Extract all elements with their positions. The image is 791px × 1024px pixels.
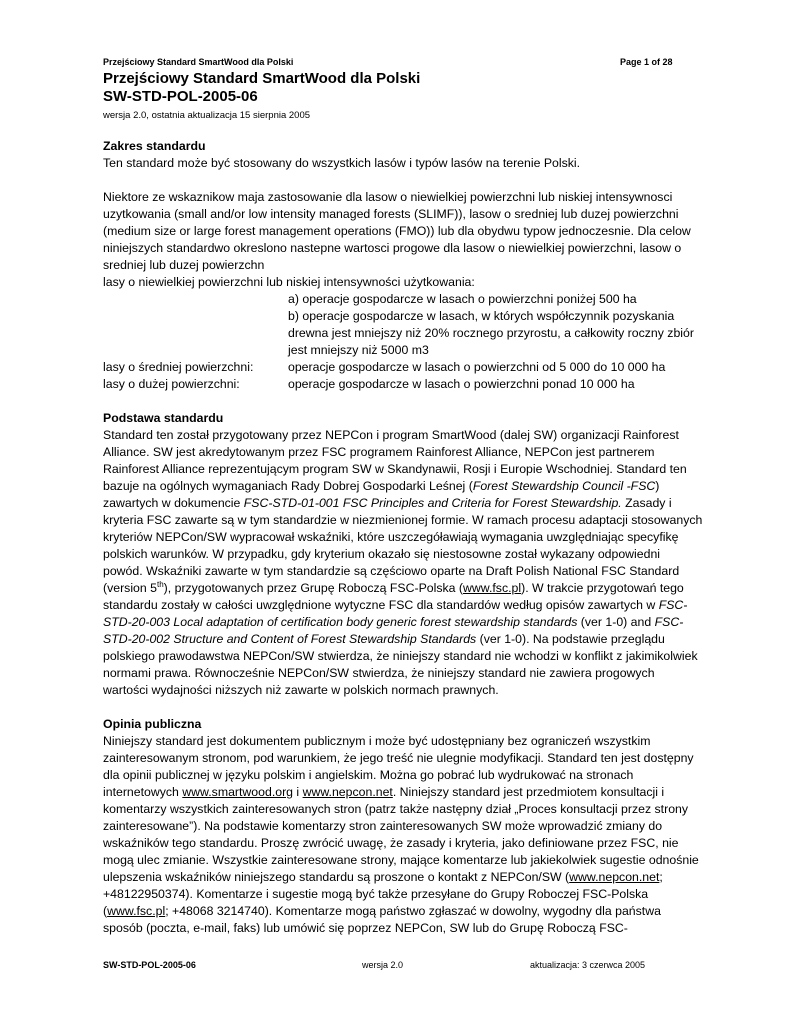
basis-text-7: (ver 1-0). Na podstawie przeglądu polskiego prawodawstwa NEPCon/SW stwierdza, że niniejszy standard nie wchodzi w konflikt z jakimikolwiek normami prawa. Równocześnie NEPCon/SW stwierdza, że niniejszy standard nie zawiera progowych wartości wydajności niższych niż zawarte w polskich normach prawnych. bbox=[103, 632, 698, 697]
basis-text-1: Standard ten został przygotowany przez NEPCon i program SmartWood (dalej SW) organizacji Rainforest Alliance. SW jest akredytowanym przez FSC programem Rainforest Alliance, NEPCon jest partnerem Rainforest Alliance reprezentującym program SW w Skandynawii, Rosji i Europie Wschodniej. Standard ten bazuje na ogólnych wymaganiach Rady Dobrej Gospodarki Leśnej ( bbox=[103, 428, 687, 493]
basis-text-2: ) zawartych w dokumencie bbox=[103, 479, 660, 510]
section-heading-scope: Zakres standardu bbox=[103, 139, 206, 153]
scope-paragraph-1: Ten standard może być stosowany do wszystkich lasów i typów lasów na terenie Polski. bbox=[103, 156, 581, 170]
basis-text-4: ), przygotowanych przez Grupę Roboczą FSC-Polska ( bbox=[163, 581, 464, 595]
document-code: SW-STD-POL-2005-06 bbox=[103, 88, 258, 105]
section-heading-public: Opinia publiczna bbox=[103, 717, 202, 731]
footer-updated: aktualizacja: 3 czerwca 2005 bbox=[530, 960, 646, 970]
threshold-large-label: lasy o dużej powierzchni: bbox=[103, 377, 240, 391]
public-text-5: ; +48068 3214740). Komentarze mogą państwo zgłaszać w dowolny, wygodny dla państwa sposób (poczta, e-mail, faks) lub umówić się poprzez NEPCon, SW lub do Grupę Roboczą FSC- bbox=[103, 904, 661, 935]
public-text-4: ; +48122950374). Komentarze i sugestie mogą być także przesyłane do Grupy Roboczej FSC-Polska ( bbox=[103, 870, 663, 918]
nepcon-link[interactable]: www.nepcon.net bbox=[302, 785, 393, 799]
basis-text-3: Zasady i kryteria FSC zawarte są w tym standardzie w niezmienionej formie. W ramach procesu adaptacji stosowanych kryteriów NEPCon/SW wypracował wskaźniki, które uszczegóławiają wymagania uwzględniając specyfikę polskich warunków. W przypadku, gdy kryterium okazało się niestosowne został wykazany odpowiedni powód. Wskaźniki zawarte w tym standardzie są częściowo oparte na Draft Polish National FSC Standard (version 5 bbox=[103, 496, 703, 595]
threshold-medium-value: operacje gospodarcze w lasach o powierzchni od 5 000 do 10 000 ha bbox=[288, 360, 666, 374]
threshold-small-label: lasy o niewielkiej powierzchni lub niskiej intensywności użytkowania: bbox=[103, 275, 475, 289]
document-title: Przejściowy Standard SmartWood dla Polski bbox=[103, 70, 421, 87]
threshold-small-a: a) operacje gospodarcze w lasach o powierzchni poniżej 500 ha bbox=[288, 292, 637, 306]
threshold-small-b: b) operacje gospodarcze w lasach, w których współczynnik pozyskania drewna jest mniejszy niż 20% rocznego przyrostu, a całkowity roczny zbiór jest mniejszy niż 5000 m3 bbox=[288, 309, 694, 357]
scope-paragraph-2: Niektore ze wskaznikow maja zastosowanie dla lasow o niewielkiej powierzchni lub niskiej intensywnosci uzytkowania (small and/or low intensity managed forests (SLIMF)), lasow o sredniej lub duzej powierzchni (medium size or large forest management operations (FMO)) lub dla obydwu typow jednoczesnie. Dla celow niniejszych standardwo okreslono nastepne wartosci progowe dla lasow o niewielkiej powierzchni, lasow o sredniej lub duzej powierzchn bbox=[103, 190, 691, 272]
basis-italic-3: FSC-STD-20-003 Local adaptation of certification body generic forest stewardship standards bbox=[103, 598, 688, 629]
threshold-large-row bbox=[103, 376, 703, 393]
threshold-large-value: operacje gospodarcze w lasach o powierzchni ponad 10 000 ha bbox=[288, 377, 635, 391]
basis-text-5: ). W trakcie przygotowań tego standardu zostały w całości uwzględnione wytyczne FSC dla standardów według opisów zawartych w bbox=[103, 581, 684, 612]
section-heading-basis: Podstawa standardu bbox=[103, 411, 224, 425]
basis-italic-1: Forest Stewardship Council -FSC bbox=[472, 479, 656, 493]
basis-superscript: th bbox=[157, 579, 164, 589]
basis-italic-2: FSC-STD-01-001 FSC Principles and Criteria for Forest Stewardship. bbox=[243, 496, 622, 510]
page-number: Page 1 of 28 bbox=[620, 57, 673, 67]
threshold-medium-row bbox=[103, 359, 703, 376]
threshold-medium-label: lasy o średniej powierzchni: bbox=[103, 360, 254, 374]
nepcon-contact-link[interactable]: www.nepcon.net bbox=[569, 870, 660, 884]
basis-text-6: (ver 1-0) and bbox=[577, 615, 655, 629]
footer-version: wersja 2.0 bbox=[362, 960, 404, 970]
document-body bbox=[103, 138, 703, 937]
public-text-1: Niniejszy standard jest dokumentem publicznym i może być udostępniany bez ograniczeń wszystkim zainteresowanym stronom, pod warunkiem, że jego treść nie ulegnie modyfikacji. Standard ten jest dostępny dla opinii publicznej w języku polskim i angielskim. Można go pobrać lub wydrukować na stronach internetowych bbox=[103, 734, 694, 799]
running-header-title: Przejściowy Standard SmartWood dla Polski bbox=[103, 57, 294, 67]
footer-code: SW-STD-POL-2005-06 bbox=[103, 960, 196, 970]
smartwood-link[interactable]: www.smartwood.org bbox=[182, 785, 294, 799]
version-line: wersja 2.0, ostatnia aktualizacja 15 sierpnia 2005 bbox=[103, 110, 311, 121]
public-paragraph bbox=[103, 733, 703, 937]
fsc-contact-link[interactable]: www.fsc.pl bbox=[107, 904, 166, 918]
basis-italic-4: FSC-STD-20-002 Structure and Content of Forest Stewardship Standards bbox=[103, 615, 684, 646]
basis-paragraph bbox=[103, 427, 703, 699]
public-text-3: . Niniejszy standard jest przedmiotem konsultacji i komentarzy wszystkich zainteresowanych stron (patrz także następny dział „Proces konsultacji przez strony zainteresowane”). Na podstawie komentarzy stron zainteresowanych SW może wprowadzić zmiany do wskaźników tego standardu. Proszę zwrócić uwagę, że zasady i kryteria, jako definiowane przez FSC, nie mogą ulec zmianie. Wszystkie zainteresowane strony, mające komentarze lub jakiekolwiek sugestie odnośnie ulepszenia wskaźników niniejszego standardu są proszone o kontakt z NEPCon/SW ( bbox=[103, 785, 699, 884]
fsc-link[interactable]: www.fsc.pl bbox=[463, 581, 522, 595]
public-text-2: i bbox=[293, 785, 303, 799]
